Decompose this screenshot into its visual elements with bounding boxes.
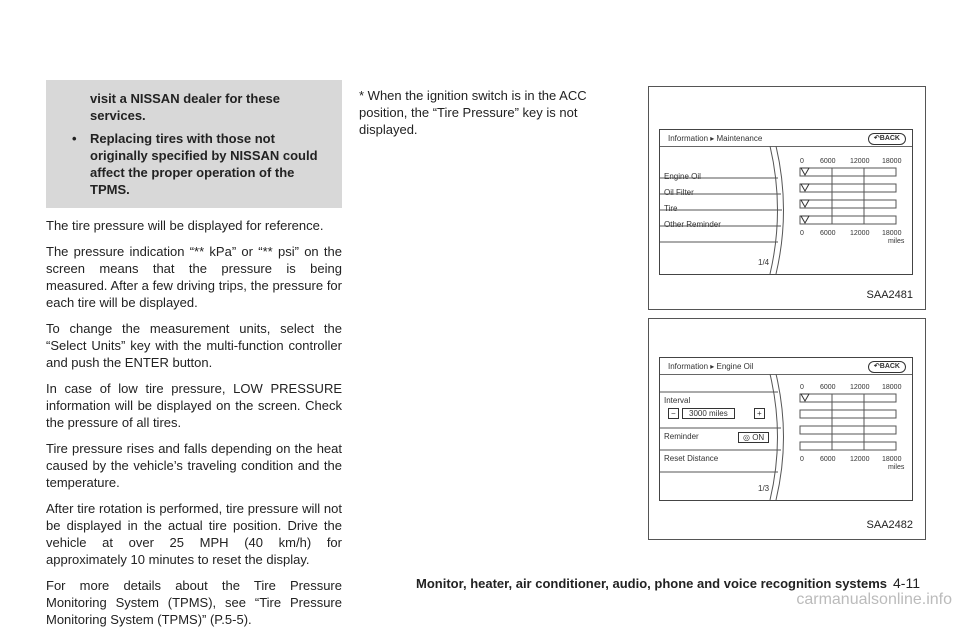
ignition-note: * When the ignition switch is in the ACC position, the “Tire Pressure” key is not displayed. — [359, 88, 587, 137]
gauge-bar-2 — [800, 410, 896, 418]
caution-note-box — [46, 80, 342, 208]
paragraph-4: In case of low tire pressure, LOW PRESSURE information will be displayed on the screen. Check the pressure of all tires. — [46, 381, 342, 430]
note-bullet-item — [60, 130, 328, 198]
back-label: BACK — [879, 135, 900, 142]
reminder-label: Reminder — [664, 432, 699, 441]
figure-engine-oil — [648, 318, 926, 540]
back-button[interactable] — [868, 361, 906, 373]
paragraph-7: For more details about the Tire Pressure Monitoring System (TPMS), see “Tire Pressure Monitoring System (TPMS)” (P.5-5). — [46, 578, 342, 627]
menu-item-oil-filter[interactable]: Oil Filter — [664, 188, 694, 197]
page-indicator: 1/4 — [758, 258, 770, 267]
back-arrow-icon: ↶ — [873, 135, 880, 142]
scale-label: 0 — [800, 158, 804, 165]
maintenance-screen — [659, 129, 913, 275]
interval-increase-button[interactable]: + — [754, 408, 765, 419]
reminder-toggle[interactable] — [738, 432, 769, 443]
back-arrow-icon: ↶ — [873, 363, 880, 370]
scale-label: 12000 — [850, 230, 870, 237]
gauge-bar-1 — [800, 394, 896, 402]
menu-item-engine-oil[interactable]: Engine Oil — [664, 172, 701, 181]
reminder-value: ON — [752, 433, 765, 442]
paragraph-6: After tire rotation is performed, tire pressure will not be displayed in the actual tire position. Drive the vehicle at over 25 MPH (40 km/h) for approximately 10 minutes to reset the display. — [46, 501, 342, 567]
scale-label: 18000 — [882, 384, 902, 391]
scale-label: 12000 — [850, 158, 870, 165]
screen-title: Information ▸ Engine Oil — [668, 362, 754, 371]
figure-maintenance — [648, 86, 926, 310]
scale-label: 18000 — [882, 158, 902, 165]
left-column — [46, 80, 342, 628]
gauge-bar-3 — [800, 426, 896, 434]
section-title: Monitor, heater, air conditioner, audio, phone and voice recognition systems — [416, 576, 888, 591]
gauge-bar-4 — [800, 442, 896, 450]
back-label: BACK — [879, 363, 900, 370]
scale-label: 18000 — [882, 456, 902, 463]
paragraph-3: To change the measurement units, select the “Select Units” key with the multi-function controller and push the ENTER button. — [46, 321, 342, 370]
gauge-bar-3 — [800, 200, 896, 208]
figure-code: SAA2481 — [866, 289, 913, 301]
scale-label: 0 — [800, 456, 804, 463]
gauge-bar-4 — [800, 216, 896, 224]
scale-label: 12000 — [850, 456, 870, 463]
scale-label: 6000 — [820, 384, 836, 391]
page-footer — [416, 575, 920, 591]
screen-title: Information ▸ Maintenance — [668, 134, 763, 143]
reset-distance-item[interactable]: Reset Distance — [664, 454, 719, 463]
paragraph-2: The pressure indication “** kPa” or “** psi” on the screen means that the pressure is being measured. After a few driving trips, the pressure for each tire will be displayed. — [46, 244, 342, 310]
bullet-marker: • — [72, 131, 77, 146]
units-label: miles — [888, 238, 905, 245]
scale-label: 12000 — [850, 384, 870, 391]
page-number: 4-11 — [893, 575, 920, 591]
scale-label: 6000 — [820, 158, 836, 165]
figure-code: SAA2482 — [866, 519, 913, 531]
paragraph-5: Tire pressure rises and falls depending on the heat caused by the vehicle’s traveling condition and the temperature. — [46, 441, 342, 490]
menu-item-other-reminder[interactable]: Other Reminder — [664, 220, 721, 229]
scale-label: 0 — [800, 384, 804, 391]
units-label: miles — [888, 464, 905, 471]
note-bullet-text: Replacing tires with those not originally specified by NISSAN could affect the proper operation of the TPMS. — [90, 131, 318, 197]
menu-curve — [770, 374, 778, 500]
scale-label: 6000 — [820, 456, 836, 463]
gauge-bar-1 — [800, 168, 896, 176]
scale-label: 18000 — [882, 230, 902, 237]
scale-label: 0 — [800, 230, 804, 237]
page-indicator: 1/3 — [758, 484, 770, 493]
note-line: visit a NISSAN dealer for these services. — [90, 91, 281, 123]
scale-label: 6000 — [820, 230, 836, 237]
back-button[interactable] — [868, 133, 906, 145]
watermark: carmanualsonline.info — [796, 591, 952, 608]
gauge-bar-2 — [800, 184, 896, 192]
paragraph-1: The tire pressure will be displayed for reference. — [46, 218, 324, 233]
toggle-indicator-icon: ◎ — [743, 433, 753, 442]
interval-value-field[interactable]: 3000 miles — [682, 408, 735, 419]
engine-oil-screen — [659, 357, 913, 501]
menu-item-tire[interactable]: Tire — [664, 204, 678, 213]
maintenance-panel — [660, 146, 912, 276]
interval-decrease-button[interactable]: − — [668, 408, 679, 419]
interval-label: Interval — [664, 396, 691, 405]
